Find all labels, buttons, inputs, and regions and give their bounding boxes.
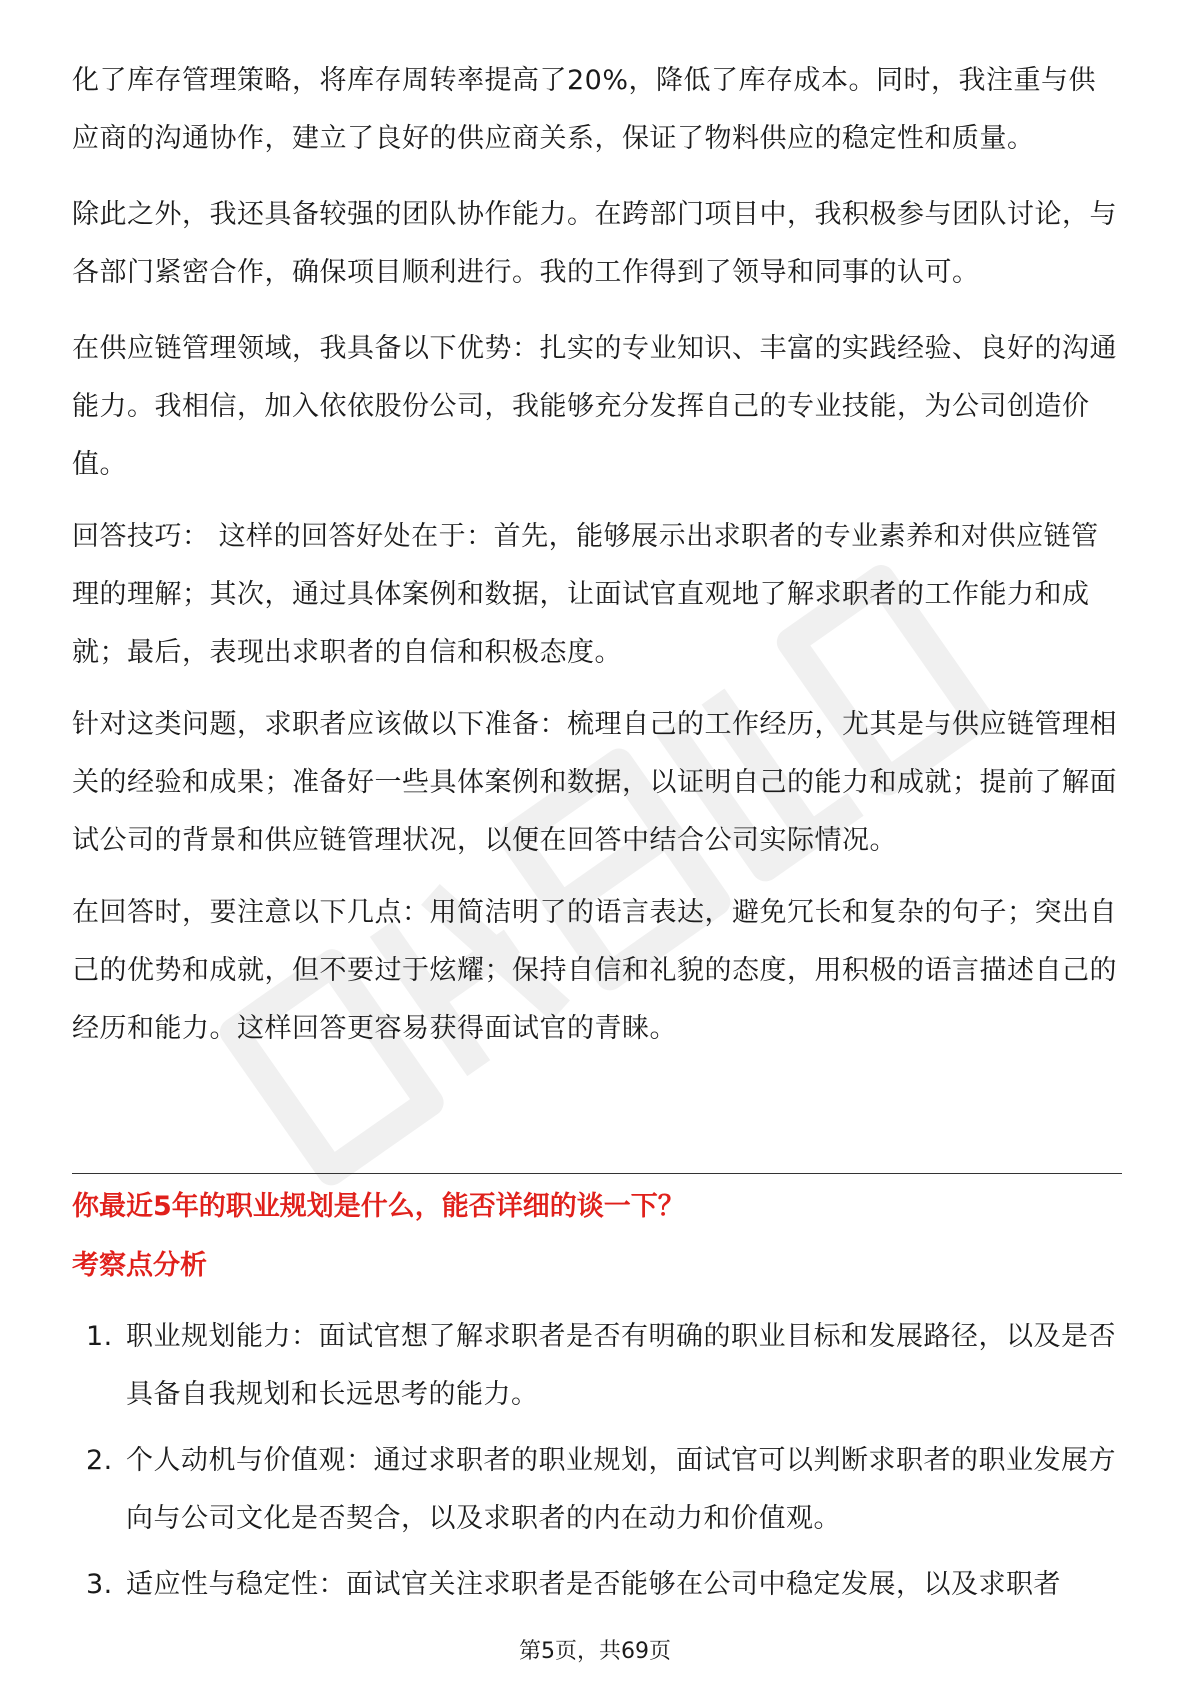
section-heading: 考察点分析 bbox=[72, 1250, 207, 1281]
answer-tips-paragraph: 回答技巧： 这样的回答好处在于：首先，能够展示出求职者的专业素养和对供应链管理的理解；其次，通过具体案例和数据，让面试官直观地了解求职者的工作能力和成就；最后，表现出求职者的自信和积极态度。 bbox=[72, 521, 1099, 668]
paragraph-1: 化了库存管理策略，将库存周转率提高了20%，降低了库存成本。同时，我注重与供应商的沟通协作，建立了良好的供应商关系，保证了物料供应的稳定性和质量。 bbox=[72, 65, 1097, 154]
paragraph-preparation: 针对这类问题，求职者应该做以下准备：梳理自己的工作经历，尤其是与供应链管理相关的经验和成果；准备好一些具体案例和数据，以证明自己的能力和成就；提前了解面试公司的背景和供应链管理状况，以便在回答中结合公司实际情况。 bbox=[72, 709, 1117, 856]
question-title: 你最近5年的职业规划是什么，能否详细的谈一下？ bbox=[72, 1191, 685, 1222]
list-item-text: 个人动机与价值观：通过求职者的职业规划，面试官可以判断求职者的职业发展方向与公司文化是否契合，以及求职者的内在动力和价值观。 bbox=[126, 1445, 1116, 1534]
paragraph-2: 除此之外，我还具备较强的团队协作能力。在跨部门项目中，我积极参与团队讨论，与各部门紧密合作，确保项目顺利进行。我的工作得到了领导和同事的认可。 bbox=[72, 199, 1117, 288]
list-number: 2. bbox=[86, 1445, 113, 1476]
list-item-text: 适应性与稳定性：面试官关注求职者是否能够在公司中稳定发展，以及求职者 bbox=[126, 1569, 1061, 1600]
list-item-text: 职业规划能力：面试官想了解求职者是否有明确的职业目标和发展路径，以及是否具备自我规划和长远思考的能力。 bbox=[126, 1321, 1116, 1410]
list-number: 1. bbox=[86, 1321, 113, 1352]
paragraph-attention: 在回答时，要注意以下几点：用简洁明了的语言表达，避免冗长和复杂的句子；突出自己的优势和成就，但不要过于炫耀；保持自信和礼貌的态度，用积极的语言描述自己的经历和能力。这样回答更容易获得面试官的青睐。 bbox=[72, 897, 1117, 1044]
page-footer: 第5页，共69页 bbox=[519, 1639, 671, 1664]
section-divider bbox=[72, 1173, 1122, 1174]
list-number: 3. bbox=[86, 1569, 113, 1600]
paragraph-3: 在供应链管理领域，我具备以下优势：扎实的专业知识、丰富的实践经验、良好的沟通能力。我相信，加入依依股份公司，我能够充分发挥自己的专业技能，为公司创造价值。 bbox=[72, 333, 1117, 480]
